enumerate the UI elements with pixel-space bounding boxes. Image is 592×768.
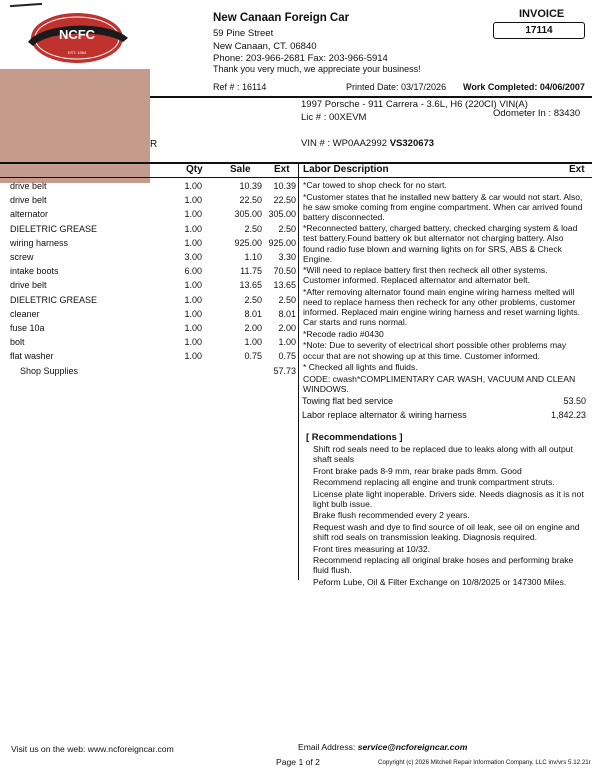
part-desc: fuse 10a <box>10 323 45 333</box>
recommendation-item: Front brake pads 8-9 mm, rear brake pads 8mm. Good <box>313 465 522 476</box>
part-qty: 1.00 <box>184 337 202 348</box>
part-ext: 305.00 <box>268 209 296 220</box>
part-row <box>0 238 298 252</box>
labor-notes <box>303 180 586 395</box>
invoice-label: INVOICE <box>519 8 565 20</box>
part-ext: 22.50 <box>273 195 296 206</box>
part-sale: 925.00 <box>234 237 262 248</box>
work-completed: Work Completed: 04/06/2007 <box>463 82 585 92</box>
logo-subtext: EST. 1964 <box>67 50 87 55</box>
part-ext: 1.00 <box>278 337 296 348</box>
labor-item-row <box>302 410 586 420</box>
labor-item-desc: Labor replace alternator & wiring harness <box>302 410 467 420</box>
part-ext: 0.75 <box>278 351 296 362</box>
col-labor-ext-header: Ext <box>569 164 585 175</box>
labor-note: *Reconnected battery, charged battery, checked charging system & load test battery.Found battery ok but alternator not charging battery. Also found radio fuse blown and warning lights on for SRS, ABS & Check Engine. <box>303 223 578 264</box>
part-ext: 70.50 <box>273 266 296 277</box>
recommendation-item: Recommend replacing all original brake hoses and performing brake fluid flush. <box>313 555 574 576</box>
labor-note: *Recode radio #0430 <box>303 328 384 339</box>
part-row <box>0 266 298 280</box>
part-row <box>0 280 298 294</box>
shop-supplies-label: Shop Supplies <box>20 366 79 376</box>
part-sale: 10.39 <box>239 181 262 191</box>
part-desc: cleaner <box>10 308 40 319</box>
shop-address-1: 59 Pine Street <box>213 28 274 39</box>
shop-thanks: Thank you very much, we appreciate your business! <box>213 64 421 74</box>
part-ext: 2.50 <box>278 223 296 234</box>
table-header-bottom-rule <box>0 177 592 178</box>
footer-website: Visit us on the web: www.ncforeigncar.com <box>11 744 174 754</box>
part-sale: 1.10 <box>244 252 262 262</box>
part-ext: 10.39 <box>273 181 296 191</box>
col-labor-header: Labor Description <box>303 164 389 175</box>
pen-mark <box>10 3 42 7</box>
part-qty: 1.00 <box>184 181 202 191</box>
recommendation-item: Front tires measuring at 10/32. <box>313 543 431 554</box>
part-ext: 2.50 <box>278 294 296 305</box>
cut-off-text: R <box>150 139 158 150</box>
table-header-top-rule <box>0 162 592 164</box>
part-ext: 3.30 <box>278 252 296 262</box>
vin-prefix: VIN # : WP0AA2992 <box>301 138 390 149</box>
shop-logo <box>18 8 136 66</box>
part-sale: 8.01 <box>244 308 262 319</box>
recommendation-item: Recommend replacing all engine and trunk compartment struts. <box>313 477 555 488</box>
page-number: Page 1 of 2 <box>276 757 320 767</box>
part-qty: 1.00 <box>184 209 202 220</box>
part-qty: 1.00 <box>184 294 202 305</box>
shop-supplies-row <box>0 366 298 380</box>
part-sale: 0.75 <box>244 351 262 362</box>
shop-phone-fax: Phone: 203-966-2681 Fax: 203-966-5914 <box>213 53 388 64</box>
part-desc: bolt <box>10 337 25 348</box>
header-divider <box>150 96 592 98</box>
part-desc: drive belt <box>10 195 47 206</box>
part-ext: 13.65 <box>273 280 296 291</box>
shop-name: New Canaan Foreign Car <box>213 12 350 24</box>
license-plate: Lic # : 00XEVM <box>301 112 367 123</box>
labor-note: *Note: Due to severity of electrical short possible other problems may occur that are not showing up at this time. Customer informed. <box>303 340 567 361</box>
part-desc: flat washer <box>10 351 54 362</box>
part-desc: wiring harness <box>10 237 69 248</box>
col-ext-header: Ext <box>274 164 290 175</box>
column-divider <box>298 162 299 580</box>
part-sale: 1.00 <box>244 337 262 348</box>
footer-email <box>298 742 467 752</box>
part-row <box>0 309 298 323</box>
part-qty: 6.00 <box>184 266 202 277</box>
part-qty: 1.00 <box>184 237 202 248</box>
invoice-number: 17114 <box>493 22 585 39</box>
printed-date: Printed Date: 03/17/2026 <box>346 82 447 92</box>
part-qty: 1.00 <box>184 223 202 234</box>
labor-item-amount: 53.50 <box>563 396 586 406</box>
logo-text: NCFC <box>58 27 96 42</box>
part-desc: alternator <box>10 209 49 220</box>
recommendation-item: Request wash and dye to find source of oil leak, see oil on engine and shift rod seals on transmission leaking. Diagnosis required. <box>313 521 580 543</box>
part-qty: 1.00 <box>184 308 202 319</box>
part-sale: 13.65 <box>239 280 262 291</box>
part-row <box>0 337 298 351</box>
ref-number: Ref # : 16114 <box>213 82 267 92</box>
labor-item-amount: 1,842.23 <box>550 410 586 420</box>
recommendation-item: Brake flush recommended every 2 years. <box>313 510 470 521</box>
labor-note: * Checked all lights and fluids. <box>303 362 418 373</box>
shop-supplies-ext: 57.73 <box>273 366 296 376</box>
part-sale: 22.50 <box>239 195 262 206</box>
col-sale-header: Sale <box>230 164 251 175</box>
part-desc: intake boots <box>10 266 59 277</box>
part-row <box>0 295 298 309</box>
part-row <box>0 351 298 365</box>
odometer: Odometer In : 83430 <box>493 108 581 119</box>
part-row <box>0 252 298 266</box>
labor-note: *Customer states that he installed new battery & car would not start. Also, he saw smoke coming from engine compartment. When car arrived found battery disconnected. <box>303 191 583 222</box>
shop-address-2: New Canaan, CT. 06840 <box>213 41 317 52</box>
part-desc: drive belt <box>10 181 47 191</box>
footer-email-label: Email Address: <box>298 742 358 752</box>
recommendation-item: License plate light inoperable. Drivers side. Needs diagnosis as it is not light bulb issue. <box>313 488 584 509</box>
labor-item-row <box>302 396 586 406</box>
part-qty: 1.00 <box>184 323 202 333</box>
part-sale: 2.00 <box>244 323 262 333</box>
recommendations-title: [ Recommendations ] <box>306 432 403 443</box>
part-qty: 1.00 <box>184 280 202 291</box>
part-qty: 1.00 <box>184 351 202 362</box>
vehicle-description: 1997 Porsche - 911 Carrera - 3.6L, H6 (220CI) VIN(A) <box>301 99 528 110</box>
part-desc: screw <box>10 252 34 262</box>
labor-note: *After removing alternator found main engine wiring harness melted will need to replace harness then recheck for any other problems, customer informed. Replaced main engine wiring harness and reset warning lights. Car starts and runs normal. <box>303 286 581 328</box>
col-qty-header: Qty <box>186 164 203 175</box>
labor-note: CODE: cwash*COMPLIMENTARY CAR WASH, VACUUM AND CLEAN WINDOWS. <box>303 373 576 394</box>
part-qty: 1.00 <box>184 195 202 206</box>
part-sale: 305.00 <box>234 209 262 220</box>
part-desc: DIELETRIC GREASE <box>10 294 98 305</box>
part-sale: 11.75 <box>240 266 262 277</box>
vin <box>301 138 434 149</box>
part-row <box>0 323 298 337</box>
footer-email-address: service@ncforeigncar.com <box>357 742 468 752</box>
part-row <box>0 195 298 209</box>
part-sale: 2.50 <box>244 294 262 305</box>
part-row <box>0 224 298 238</box>
labor-note: *Car towed to shop check for no start. <box>303 180 447 190</box>
part-qty: 3.00 <box>184 252 202 262</box>
part-ext: 8.01 <box>278 308 296 319</box>
labor-item-desc: Towing flat bed service <box>302 396 394 406</box>
part-ext: 2.00 <box>278 323 296 333</box>
redacted-customer-info <box>0 69 150 183</box>
part-row <box>0 181 298 195</box>
recommendation-item: Peform Lube, Oil & Filter Exchange on 10/8/2025 or 147300 Miles. <box>313 576 567 587</box>
part-row <box>0 209 298 223</box>
vin-suffix: VS320673 <box>389 138 435 149</box>
part-desc: drive belt <box>10 280 47 291</box>
footer-copyright: Copyright (c) 2026 Mitchell Repair Information Company, LLC inv/vrs 5.12.21r <box>378 759 591 766</box>
part-ext: 925.00 <box>268 237 296 248</box>
part-desc: DIELETRIC GREASE <box>10 223 98 234</box>
labor-note: *Will need to replace battery first then recheck all other systems. Customer informed. Replaced alternator and alternator belt. <box>303 265 548 286</box>
recommendations-list <box>313 444 588 588</box>
part-sale: 2.50 <box>244 223 262 234</box>
recommendation-item: Shift rod seals need to be replaced due to leaks along with all output shaft seals <box>313 444 573 465</box>
